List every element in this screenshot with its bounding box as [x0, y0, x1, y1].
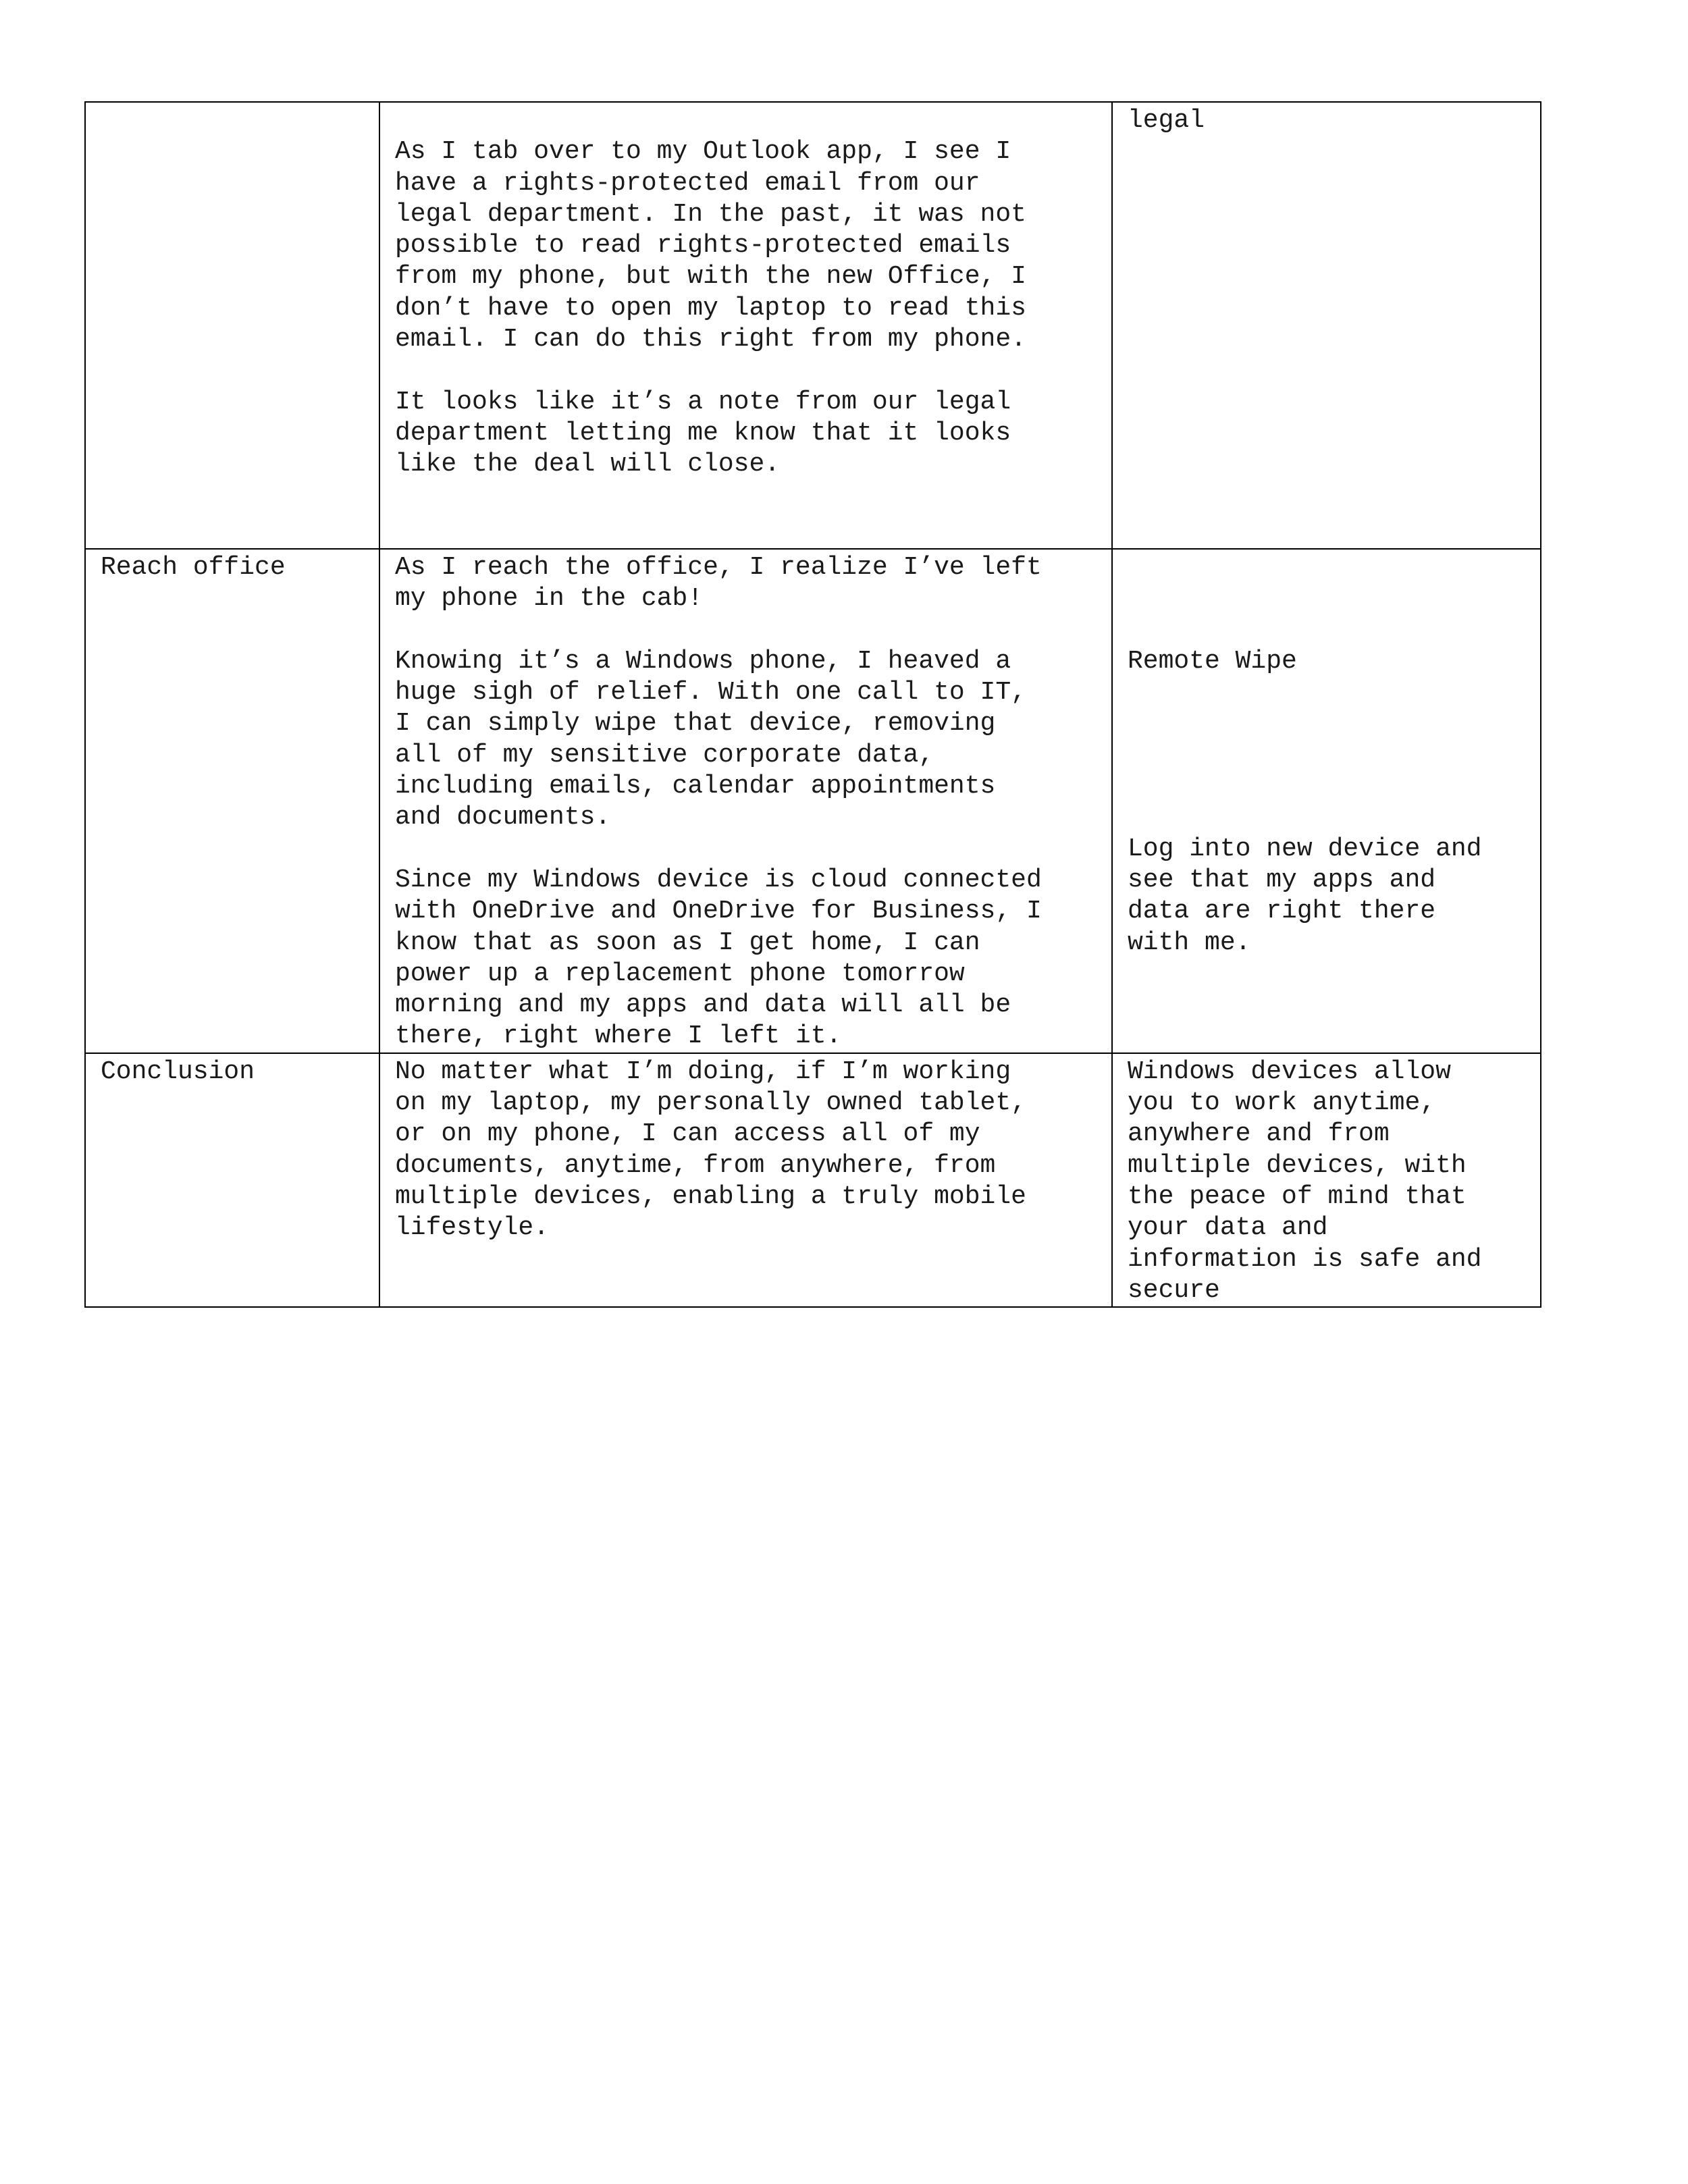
table-row: [85, 549, 1541, 1053]
table-row: [85, 102, 1541, 549]
row-label-cell: [85, 549, 379, 1053]
script-table: [84, 101, 1541, 1308]
notes-cell: [1112, 1053, 1541, 1307]
row-label: Reach office: [101, 553, 286, 582]
notes-cell: [1112, 102, 1541, 549]
table-row: [85, 1053, 1541, 1307]
notes-cell: [1112, 549, 1541, 1053]
notes-text: Remote Wipe Log into new device and see that my apps and data are right there with me.: [1128, 646, 1482, 957]
narrative-text: As I reach the office, I realize I’ve left my phone in the cab! Knowing it’s a Windows phone, I heaved a huge sigh of relief. With one call to IT, I can simply wipe that device, removing all of my sensitive corporate data, including emails, calendar appointments and documents. Since my Windows device is cloud connected with OneDrive and OneDrive for Business, I know that as soon as I get home, I can power up a replacement phone tomorrow morning and my apps and data will all be there, right where I left it.: [395, 553, 1042, 1051]
notes-text: Windows devices allow you to work anytime, anywhere and from multiple devices, with the peace of mind that your data and information is safe and secure: [1128, 1057, 1482, 1305]
narrative-cell: [379, 549, 1112, 1053]
row-label-cell: [85, 102, 379, 549]
narrative-cell: [379, 102, 1112, 549]
row-label-cell: [85, 1053, 379, 1307]
narrative-text: No matter what I’m doing, if I’m working on my laptop, my personally owned tablet, or on my phone, I can access all of my documents, anytime, from anywhere, from multiple devices, enabling a truly mobile lifestyle.: [395, 1057, 1026, 1243]
notes-text: legal: [1128, 106, 1205, 135]
narrative-text: As I tab over to my Outlook app, I see I have a rights-protected email from our legal department. In the past, it was not possible to read rights-protected emails from my phone, but with the new Office, I don’t have to open my laptop to read this email. I can do this right from my phone. It looks like it’s a note from our legal department letting me know that it looks like the deal will close.: [395, 137, 1026, 479]
narrative-cell: [379, 1053, 1112, 1307]
row-label: Conclusion: [101, 1057, 255, 1086]
